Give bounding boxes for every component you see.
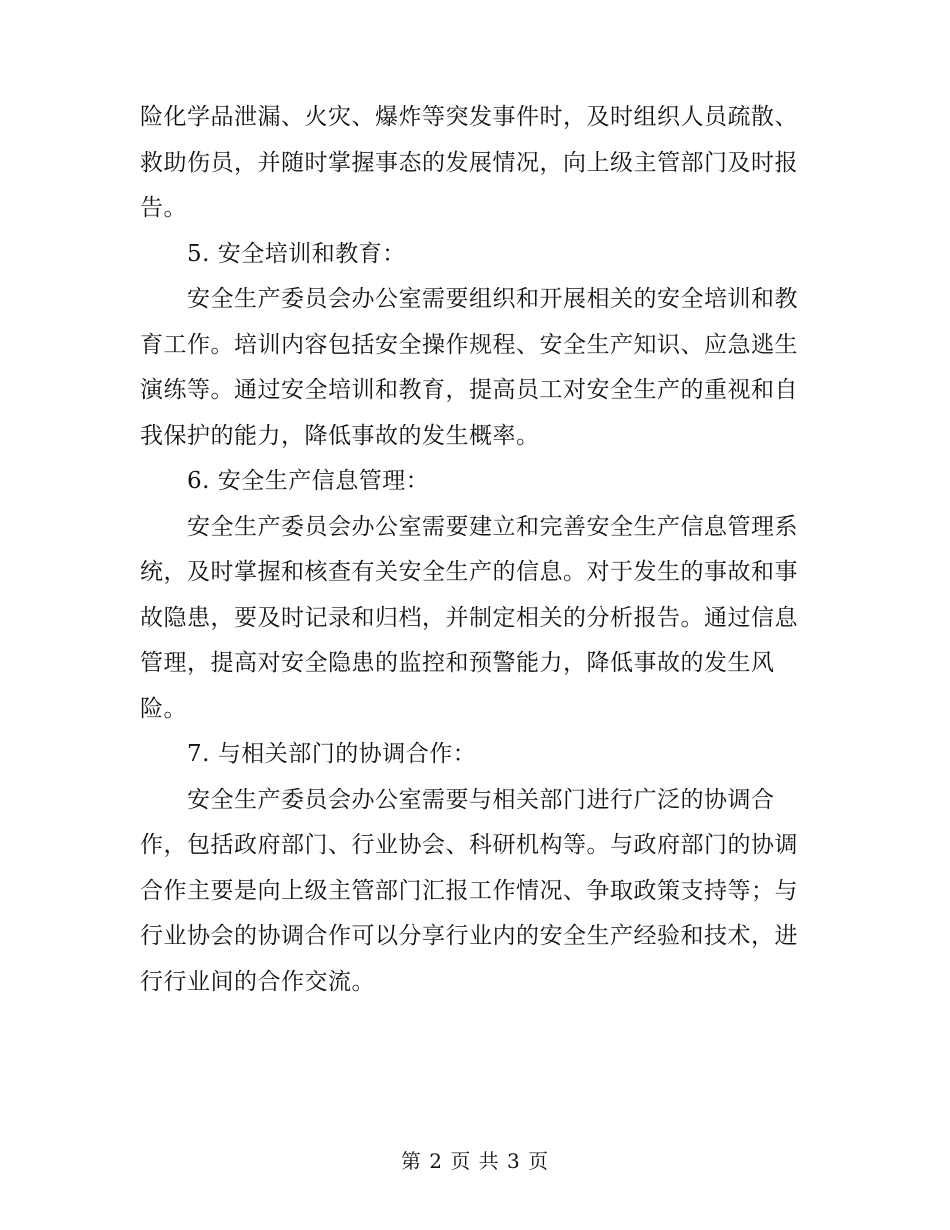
text-line: 6. 安全生产信息管理： [187, 468, 430, 494]
text-line: 统，及时掌握和核查有关安全生产的信息。对于发生的事故和事 [140, 559, 798, 585]
text-line: 管理，提高对安全隐患的监控和预警能力，降低事故的发生风 [140, 650, 775, 676]
text-line: 7. 与相关部门的协调合作： [187, 741, 477, 767]
text-line: 险。 [140, 695, 187, 722]
text-line: 我保护的能力，降低事故的发生概率。 [140, 422, 540, 449]
text-line: 行业协会的协调合作可以分享行业内的安全生产经验和技术，进 [140, 923, 798, 949]
text-line: 5. 安全培训和教育： [187, 240, 406, 267]
text-line: 险化学品泄漏、火灾、爆炸等突发事件时，及时组织人员疏散、 [140, 104, 798, 130]
document-body [140, 95, 800, 1005]
text-line: 行行业间的合作交流。 [140, 968, 375, 995]
text-line: 救助伤员，并随时掌握事态的发展情况，向上级主管部门及时报 [140, 149, 798, 176]
text-line: 育工作。培训内容包括安全操作规程、安全生产知识、应急逃生 [140, 331, 798, 358]
text-line: 告。 [140, 195, 187, 221]
text-line: 安全生产委员会办公室需要组织和开展相关的安全培训和教 [187, 286, 798, 312]
page-footer: 第 2 页 共 3 页 [400, 1149, 550, 1173]
text-line: 安全生产委员会办公室需要与相关部门进行广泛的协调合 [187, 786, 775, 813]
text-line: 安全生产委员会办公室需要建立和完善安全生产信息管理系 [187, 513, 798, 540]
text-line: 合作主要是向上级主管部门汇报工作情况、争取政策支持等；与 [140, 877, 798, 904]
text-line: 故隐患，要及时记录和归档，并制定相关的分析报告。通过信息 [140, 604, 798, 631]
text-line: 演练等。通过安全培训和教育，提高员工对安全生产的重视和自 [140, 377, 798, 403]
text-line: 作，包括政府部门、行业协会、科研机构等。与政府部门的协调 [140, 832, 798, 858]
